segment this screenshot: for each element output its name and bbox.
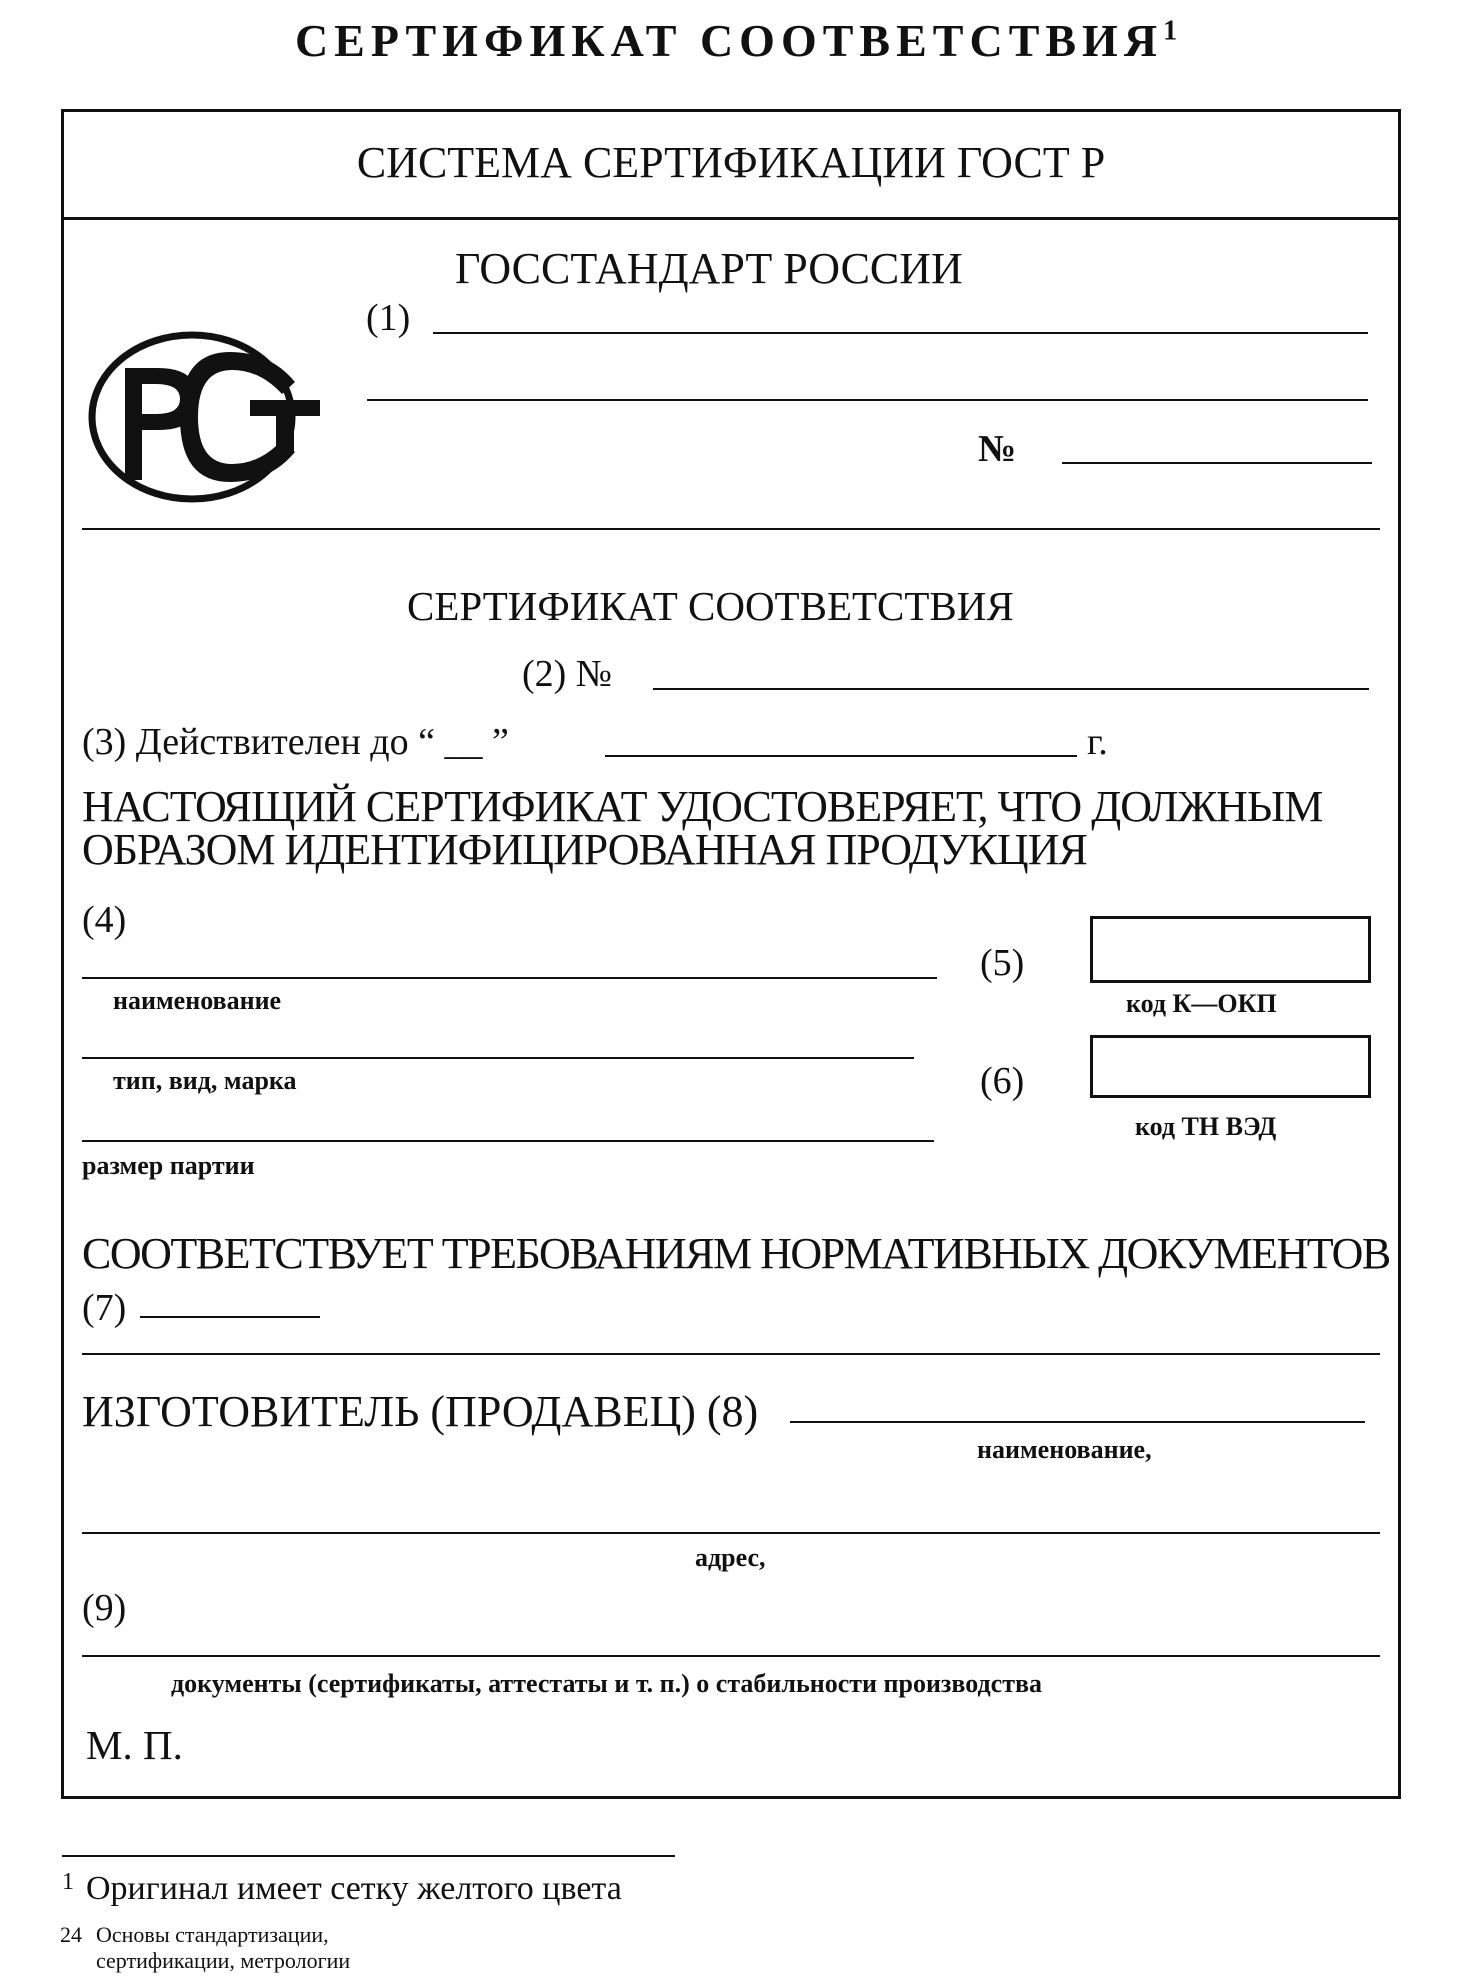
footer-line-2: сертификации, метрологии — [96, 1948, 351, 1973]
manufacturer-label: ИЗГОТОВИТЕЛЬ (ПРОДАВЕЦ) (8) — [82, 1387, 759, 1436]
normative-documents-short-line[interactable] — [140, 1316, 320, 1318]
field-5-label: (5) — [980, 942, 1025, 984]
page-number: 24 — [60, 1922, 82, 1947]
seal-place: М. П. — [86, 1722, 183, 1768]
field-3-label: (3) Действителен до “ __ ” — [82, 721, 509, 763]
caption-address: адрес, — [695, 1543, 766, 1572]
caption-documents: документы (сертификаты, аттестаты и т. п.) о стабильности производства — [171, 1669, 1042, 1698]
footer-line-1: Основы стандартизации, — [96, 1922, 329, 1947]
manufacturer-address-line[interactable] — [82, 1532, 1380, 1534]
certificate-number-line[interactable] — [653, 688, 1369, 690]
field-1-label: (1) — [366, 297, 411, 339]
conformity-heading: СООТВЕТСТВУЕТ ТРЕБОВАНИЯМ НОРМАТИВНЫХ ДОКУМЕНТОВ — [82, 1229, 1390, 1278]
rst-conformity-mark-icon — [80, 330, 330, 505]
statement-line-1: НАСТОЯЩИЙ СЕРТИФИКАТ УДОСТОВЕРЯЕТ, ЧТО ДОЛЖНЫМ — [82, 782, 1323, 831]
valid-until-line[interactable] — [605, 755, 1077, 757]
caption-name: наименование — [113, 986, 282, 1015]
field-7-label: (7) — [82, 1287, 127, 1329]
system-title: СИСТЕМА СЕРТИФИКАЦИИ ГОСТ Р — [356, 138, 1106, 187]
field-2-label: (2) № — [522, 653, 613, 695]
footnote-reference: 1 — [1163, 15, 1178, 47]
batch-size-line[interactable] — [82, 1140, 934, 1142]
registration-number-sign: № — [978, 428, 1017, 470]
manufacturer-name-line[interactable] — [790, 1421, 1365, 1423]
system-header-band — [61, 109, 1401, 220]
footnote-text: Оригинал имеет сетку желтого цвета — [86, 1870, 622, 1907]
product-type-line[interactable] — [82, 1057, 914, 1059]
authority-title: ГОССТАНДАРТ РОССИИ — [455, 244, 963, 293]
document-title: СЕРТИФИКАТ СООТВЕТСТВИЯ$^1$ — [294, 15, 1178, 66]
footnote-rule — [62, 1855, 675, 1857]
field-1-line-2[interactable] — [367, 399, 1368, 401]
certificate-title: СЕРТИФИКАТ СООТВЕТСТВИЯ — [407, 583, 1014, 629]
caption-batch: размер партии — [82, 1151, 255, 1180]
year-suffix: г. — [1087, 721, 1108, 763]
registration-number-line[interactable] — [1062, 462, 1372, 464]
section-divider — [82, 528, 1380, 530]
field-6-label: (6) — [980, 1060, 1025, 1102]
okp-code-box[interactable] — [1090, 916, 1371, 983]
caption-okp: код К—ОКП — [1126, 989, 1277, 1018]
caption-type: тип, вид, марка — [113, 1066, 297, 1095]
field-1-line-1[interactable] — [433, 332, 1368, 334]
normative-documents-line[interactable] — [82, 1353, 1380, 1355]
product-name-line[interactable] — [82, 977, 937, 979]
caption-tnved: код ТН ВЭД — [1135, 1112, 1277, 1141]
footnote-mark: 1 — [62, 1869, 74, 1895]
stability-documents-line[interactable] — [82, 1655, 1380, 1657]
caption-manufacturer-name: наименование, — [977, 1435, 1152, 1464]
field-9-label: (9) — [82, 1587, 127, 1629]
field-4-label: (4) — [82, 899, 127, 941]
statement-line-2: ОБРАЗОМ ИДЕНТИФИЦИРОВАННАЯ ПРОДУКЦИЯ — [82, 825, 1087, 874]
tnved-code-box[interactable] — [1090, 1035, 1371, 1098]
